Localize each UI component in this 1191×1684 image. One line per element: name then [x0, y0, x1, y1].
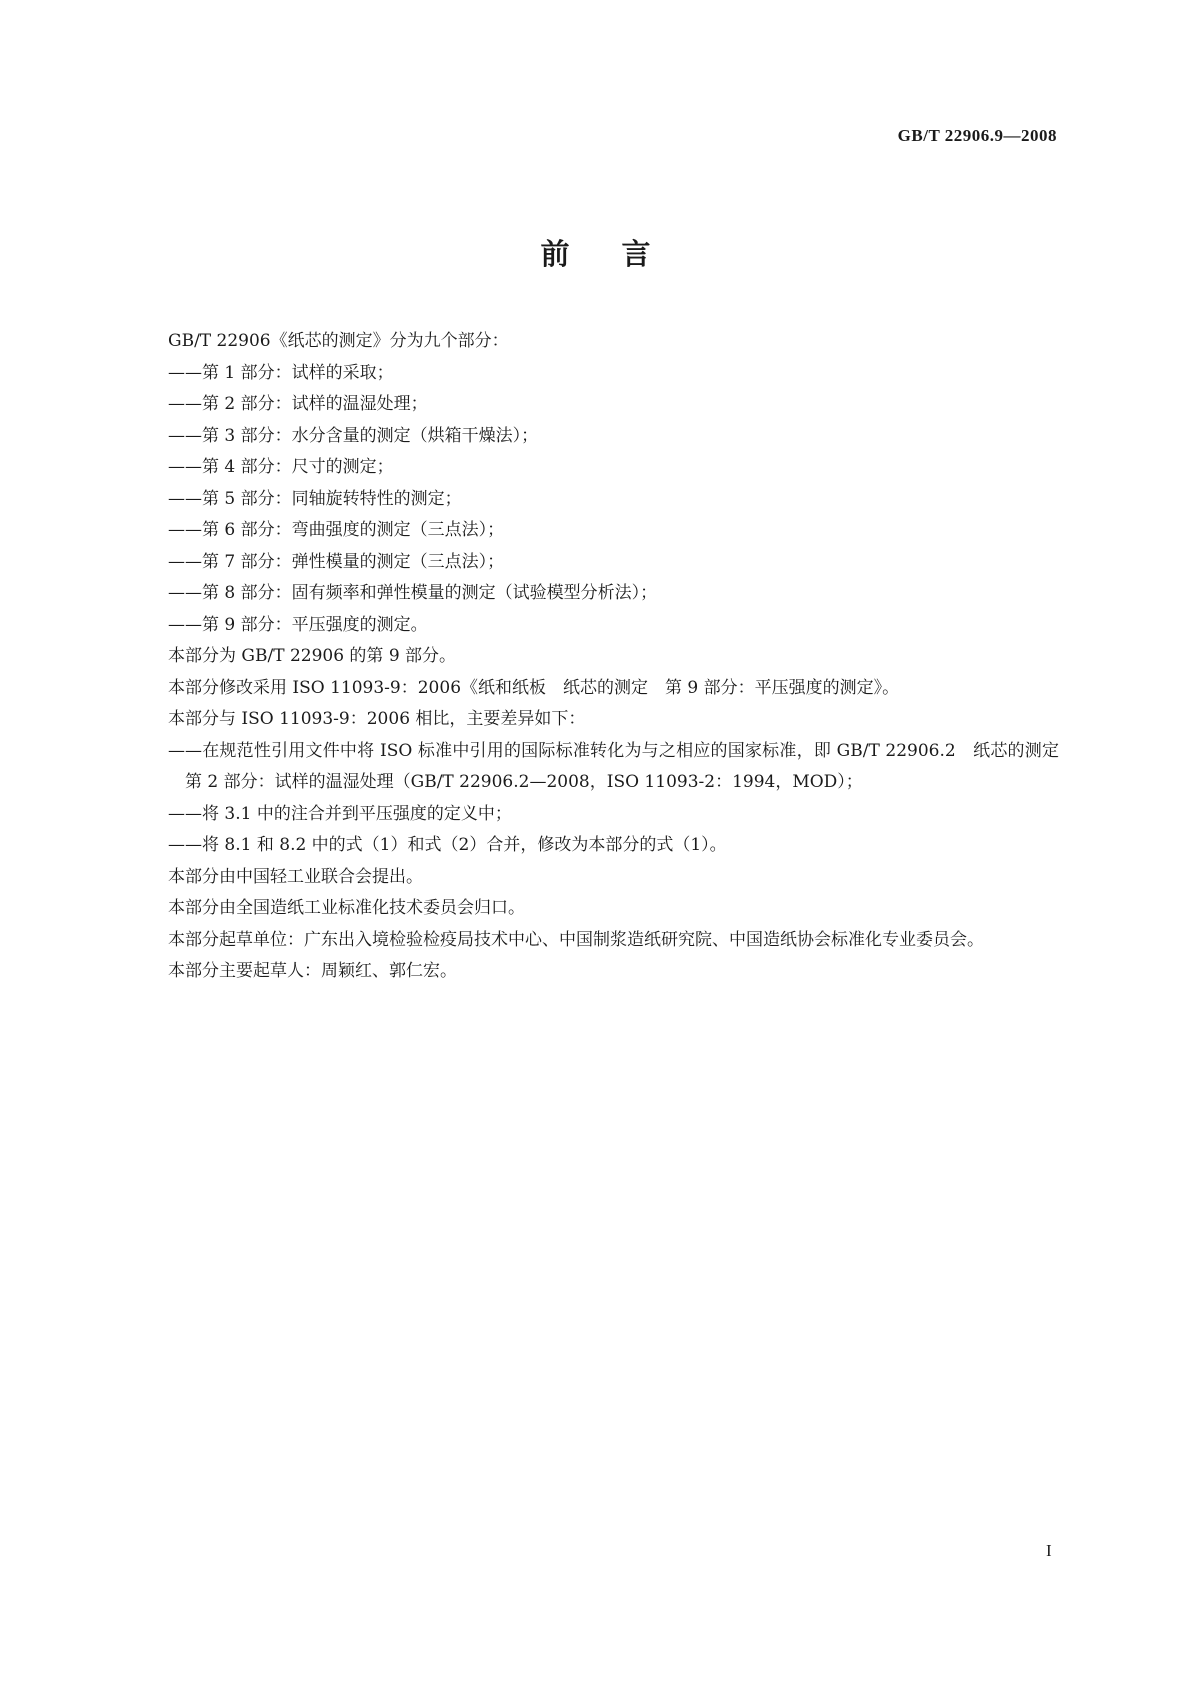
managed-by-statement: 本部分由全国造纸工业标准化技术委员会归口。 [168, 898, 525, 918]
part-of-statement: 本部分为 GB/T 22906 的第 9 部分。 [168, 646, 457, 666]
list-item: ——第 9 部分：平压强度的测定。 [168, 614, 428, 635]
list-item: ——第 3 部分：水分含量的测定（烘箱干燥法）； [168, 425, 539, 446]
list-item: ——第 8 部分：固有频率和弹性模量的测定（试验模型分析法）； [168, 583, 658, 603]
standard-code: GB/T 22906.9—2008 [897, 126, 1057, 145]
adoption-statement: 本部分修改采用 ISO 11093-9：2006《纸和纸板 纸芯的测定 第 9 部分：平压强度的测定》。 [168, 677, 900, 698]
list-item: ——将 3.1 中的注合并到平压强度的定义中； [168, 803, 512, 824]
list-item: ——第 4 部分：尺寸的测定； [168, 457, 394, 477]
page-number: I [1046, 1541, 1052, 1560]
list-item: ——在规范性引用文件中将 ISO 标准中引用的国际标准转化为与之相应的国家标准，即 GB/T 22906.2 纸芯的测定 第 2 部分：试样的温湿处理（GB/T 22906.2—2008，ISO 11093-2：1994，MOD）； [168, 740, 1076, 792]
differences-list [134, 736, 1076, 862]
drafting-units-statement: 本部分起草单位：广东出入境检验检疫局技术中心、中国制浆造纸研究院、中国造纸协会标准化专业委员会。 [168, 929, 984, 950]
list-item: ——将 8.1 和 8.2 中的式（1）和式（2）合并，修改为本部分的式（1）。 [168, 835, 727, 855]
foreword-body [134, 326, 1076, 988]
list-item: ——第 1 部分：试样的采取； [168, 362, 394, 383]
parts-list [134, 358, 1059, 642]
list-item: ——第 6 部分：弯曲强度的测定（三点法）； [168, 520, 505, 540]
intro-paragraph: GB/T 22906《纸芯的测定》分为九个部分： [168, 331, 509, 351]
list-item: ——第 2 部分：试样的温湿处理； [168, 394, 428, 414]
comparison-statement: 本部分与 ISO 11093-9：2006 相比，主要差异如下： [168, 709, 586, 729]
proposed-by-statement: 本部分由中国轻工业联合会提出。 [168, 866, 423, 887]
list-item: ——第 7 部分：弹性模量的测定（三点法）； [168, 551, 505, 572]
page-title: 前言 [540, 237, 703, 271]
list-item: ——第 5 部分：同轴旋转特性的测定； [168, 488, 462, 509]
drafters-statement: 本部分主要起草人：周颖红、郭仁宏。 [168, 961, 457, 981]
